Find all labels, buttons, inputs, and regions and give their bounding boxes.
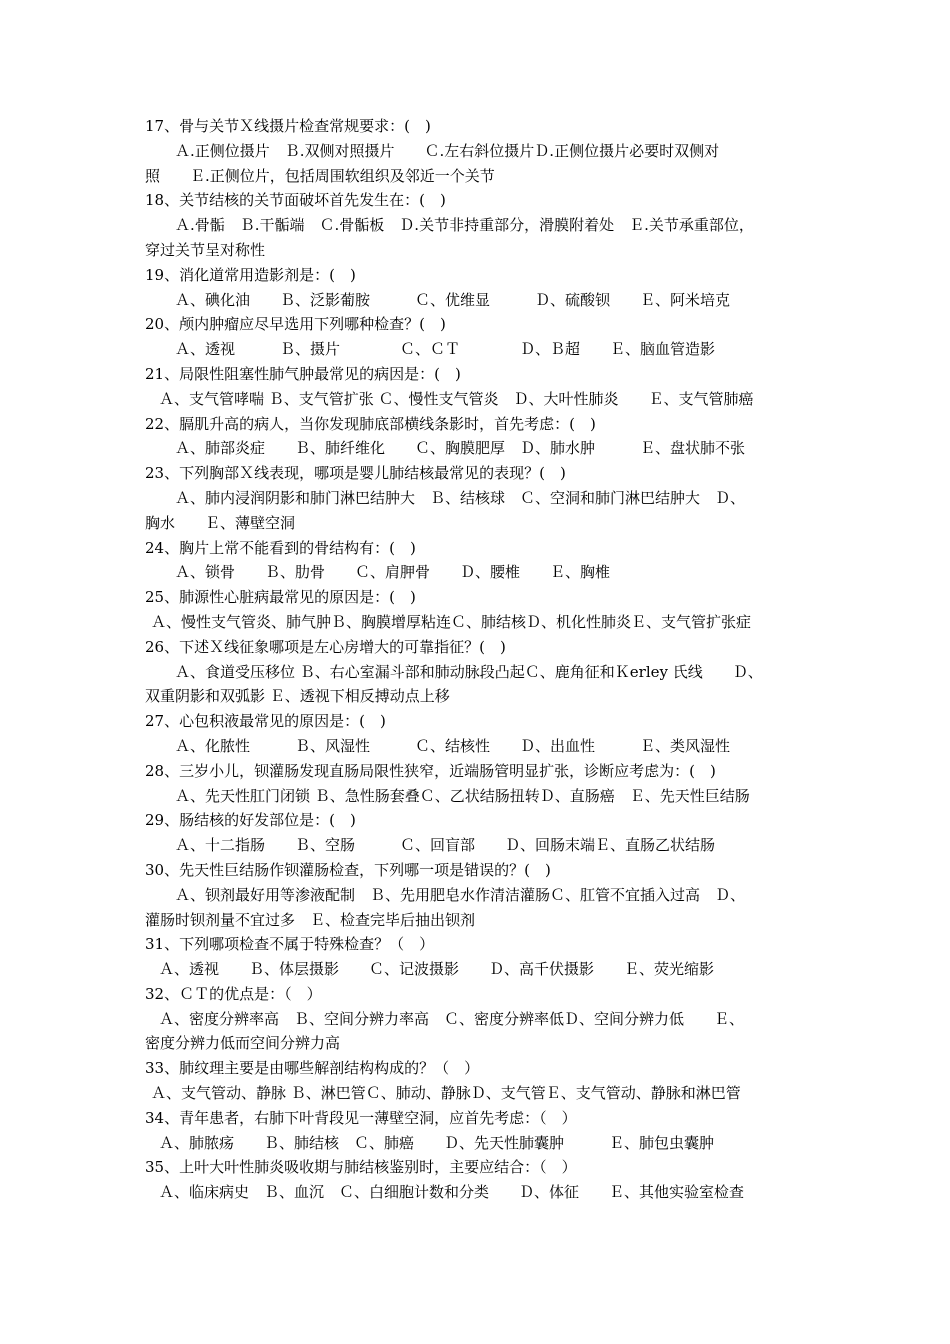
question-34-options: Ａ、肺脓疡 Ｂ、肺结核 Ｃ、肺癌 Ｄ、先天性肺囊肿 Ｅ、肺包虫囊肿 — [159, 1133, 715, 1152]
question-25-options: Ａ、慢性支气管炎、肺气肿Ｂ、胸膜增厚粘连Ｃ、肺结核Ｄ、机化性肺炎Ｅ、支气管扩张症 — [151, 612, 752, 631]
question-31: 31、下列哪项检查不属于特殊检查？（ ） — [145, 935, 435, 954]
question-27: 27、心包积液最常见的原因是：( ) — [145, 712, 386, 731]
question-28: 28、三岁小儿，钡灌肠发现直肠局限性狭窄，近端肠管明显扩张，诊断应考虑为：( ) — [145, 761, 716, 780]
question-27-options: Ａ、化脓性 Ｂ、风湿性 Ｃ、结核性 Ｄ、出血性 Ｅ、类风湿性 — [175, 736, 731, 755]
question-22-options: Ａ、肺部炎症 Ｂ、肺纤维化 Ｃ、胸膜肥厚 Ｄ、肺水肿 Ｅ、盘状肺不张 — [175, 439, 746, 458]
question-28-options: Ａ、先天性肛门闭锁 Ｂ、急性肠套叠Ｃ、乙状结肠扭转Ｄ、直肠癌 Ｅ、先天性巨结肠 — [175, 786, 750, 805]
question-26: 26、下述Ｘ线征象哪项是左心房增大的可靠指征？( ) — [145, 637, 506, 656]
question-18-options: Ａ.骨骺 Ｂ.干骺端 Ｃ.骨骺板 Ｄ.关节非持重部分，滑膜附着处 Ｅ.关节承重部位， — [175, 216, 754, 235]
question-18-options-cont: 穿过关节呈对称性 — [145, 240, 266, 259]
question-29: 29、肠结核的好发部位是：( ) — [145, 811, 356, 830]
question-25: 25、肺源性心脏病最常见的原因是：( ) — [145, 588, 416, 607]
question-21-options: Ａ、支气管哮喘 Ｂ、支气管扩张 Ｃ、慢性支气管炎 Ｄ、大叶性肺炎 Ｅ、支气管肺癌 — [159, 389, 754, 408]
question-23: 23、下列胸部Ｘ线表现，哪项是婴儿肺结核最常见的表现？( ) — [145, 464, 566, 483]
question-19: 19、消化道常用造影剂是：( ) — [145, 265, 356, 284]
question-33: 33、肺纹理主要是由哪些解剖结构构成的？（ ） — [145, 1059, 480, 1078]
document-page — [145, 114, 813, 1205]
question-35: 35、上叶大叶性肺炎吸收期与肺结核鉴别时，主要应结合：（ ） — [145, 1158, 577, 1177]
question-19-options: Ａ、碘化油 Ｂ、泛影葡胺 Ｃ、优维显 Ｄ、硫酸钡 Ｅ、阿米培克 — [175, 290, 731, 309]
question-35-options: Ａ、临床病史 Ｂ、血沉 Ｃ、白细胞计数和分类 Ｄ、体征 Ｅ、其他实验室检查 — [159, 1183, 745, 1202]
question-20-options: Ａ、透视 Ｂ、摄片 Ｃ、ＣＴ Ｄ、Ｂ超 Ｅ、脑血管造影 — [175, 340, 716, 359]
question-30: 30、先天性巨结肠作钡灌肠检查，下列哪一项是错误的？( ) — [145, 860, 551, 879]
question-17-options: Ａ.正侧位摄片 Ｂ.双侧对照摄片 Ｃ.左右斜位摄片Ｄ.正侧位摄片必要时双侧对 — [175, 141, 720, 160]
question-17: 17、骨与关节Ｘ线摄片检查常规要求：( ) — [145, 117, 431, 135]
question-24-options: Ａ、锁骨 Ｂ、肋骨 Ｃ、肩胛骨 Ｄ、腰椎 Ｅ、胸椎 — [175, 563, 611, 582]
question-30-options: Ａ、钡剂最好用等渗液配制 Ｂ、先用肥皂水作清洁灌肠Ｃ、肛管不宜插入过高 Ｄ、 — [175, 885, 746, 904]
question-24: 24、胸片上常不能看到的骨结构有：( ) — [145, 538, 416, 557]
question-32: 32、ＣＴ的优点是：（ ） — [145, 984, 322, 1003]
question-32-options: Ａ、密度分辨率高 Ｂ、空间分辨力率高 Ｃ、密度分辨率低Ｄ、空间分辨力低 Ｅ、 — [159, 1009, 745, 1028]
question-34: 34、青年患者，右肺下叶背段见一薄壁空洞，应首先考虑：（ ） — [145, 1108, 577, 1127]
question-26-options: Ａ、食道受压移位 Ｂ、右心室漏斗部和肺动脉段凸起Ｃ、鹿角征和Ｋerley 氏线 Ｄ、 — [175, 662, 763, 681]
question-17-options-cont: 照 Ｅ.正侧位片，包括周围软组织及邻近一个关节 — [145, 166, 495, 185]
question-21: 21、局限性阻塞性肺气肿最常见的病因是：( ) — [145, 364, 461, 383]
question-23-options: Ａ、肺内浸润阴影和肺门淋巴结肿大 Ｂ、结核球 Ｃ、空洞和肺门淋巴结肿大 Ｄ、 — [175, 488, 746, 507]
question-18: 18、关节结核的关节面破坏首先发生在：( ) — [145, 191, 446, 210]
question-31-options: Ａ、透视 Ｂ、体层摄影 Ｃ、记波摄影 Ｄ、高千伏摄影 Ｅ、荧光缩影 — [159, 960, 715, 979]
question-26-options-cont: 双重阴影和双弧影 Ｅ、透视下相反搏动点上移 — [145, 687, 450, 706]
question-33-options: Ａ、支气管动、静脉 Ｂ、淋巴管Ｃ、肺动、静脉Ｄ、支气管Ｅ、支气管动、静脉和淋巴管 — [151, 1084, 741, 1103]
question-30-options-cont: 灌肠时钡剂量不宜过多 Ｅ、检查完毕后抽出钡剂 — [145, 910, 476, 929]
question-32-options-cont: 密度分辨力低而空间分辨力高 — [145, 1034, 341, 1053]
question-20: 20、颅内肿瘤应尽早选用下列哪种检查？( ) — [145, 315, 446, 334]
question-23-options-cont: 胸水 Ｅ、薄壁空洞 — [145, 513, 296, 532]
question-22: 22、膈肌升高的病人，当你发现肺底部横线条影时，首先考虑：( ) — [145, 414, 596, 433]
question-29-options: Ａ、十二指肠 Ｂ、空肠 Ｃ、回盲部 Ｄ、回肠末端Ｅ、直肠乙状结肠 — [175, 836, 716, 855]
